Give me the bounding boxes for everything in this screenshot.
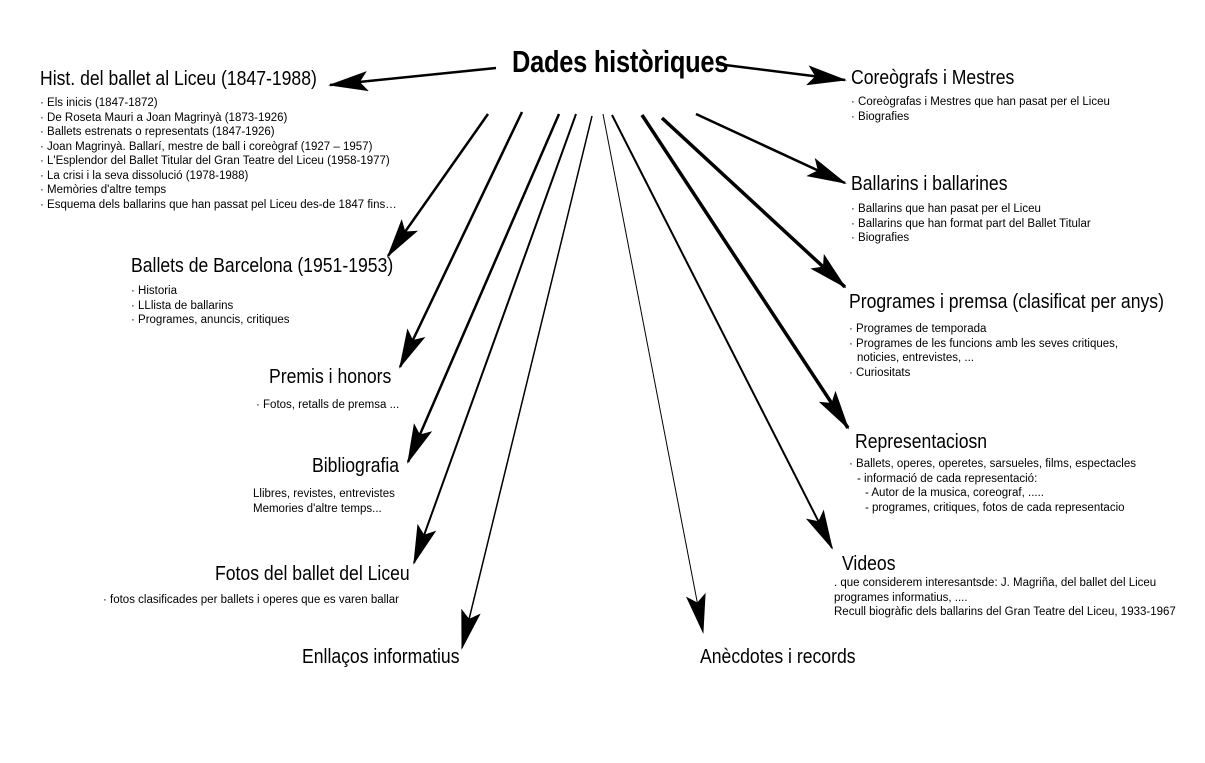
hist-title[interactable]: Hist. del ballet al Liceu (1847-1988) <box>40 68 317 90</box>
bibliografia-items <box>253 487 411 516</box>
ballarins-item[interactable]: · Ballarins que han pasat per el Liceu <box>851 203 1041 215</box>
node-videos <box>834 553 1176 620</box>
programes-title[interactable]: Programes i premsa (clasificat per anys) <box>849 291 1164 313</box>
videos-items <box>834 576 1176 620</box>
fotos-item[interactable]: · fotos clasificades per ballets i operes que es varen ballar <box>103 594 399 606</box>
node-hist <box>40 68 397 212</box>
videos-item[interactable]: programes informatius, .... <box>834 591 968 604</box>
node-representacions <box>849 431 1136 515</box>
videos-item[interactable]: Recull biogràfic dels ballarins del Gran Teatre del Liceu, 1933-1967 <box>834 606 1176 618</box>
node-fotos <box>103 563 436 608</box>
node-coreografs <box>851 67 1110 124</box>
enllacos-title[interactable]: Enllaços informatius <box>302 646 460 668</box>
programes-item[interactable]: · Curiositats <box>849 366 911 379</box>
node-ballets-bcn <box>131 255 429 328</box>
ballets-bcn-item[interactable]: · LLlista de ballarins <box>131 299 234 312</box>
hist-item[interactable]: · L'Esplendor del Ballet Titular del Gran Teatre del Liceu (1958-1977) <box>40 155 390 167</box>
node-premis <box>256 366 408 413</box>
premis-title[interactable]: Premis i honors <box>269 366 392 388</box>
hist-item[interactable]: · Els inicis (1847-1872) <box>40 97 158 109</box>
node-programes <box>849 291 1205 380</box>
bibliografia-item[interactable]: Memories d'altre temps... <box>253 502 382 515</box>
ballarins-title[interactable]: Ballarins i ballarines <box>851 173 1008 195</box>
arrow-to-ballarins <box>696 114 845 183</box>
videos-item[interactable]: . que considerem interesantsde: J. Magriña, del ballet del Liceu <box>834 577 1157 589</box>
coreografs-items <box>851 95 1110 124</box>
hist-item[interactable]: · Memòries d'altre temps <box>40 184 167 196</box>
representacions-item[interactable]: · Ballets, operes, operetes, sarsueles, films, espectacles <box>849 458 1136 470</box>
programes-item[interactable]: noticies, entrevistes, ... <box>857 352 974 364</box>
representacions-item[interactable]: - programes, critiques, fotos de cada representacio <box>865 501 1125 514</box>
videos-title[interactable]: Videos <box>842 553 896 575</box>
hist-item[interactable]: · Esquema dels ballarins que han passat pel Liceu des-de 1847 fins… <box>40 198 397 211</box>
programes-item[interactable]: · Programes de temporada <box>849 323 987 335</box>
representacions-title[interactable]: Representaciosn <box>855 431 988 453</box>
ballets-bcn-item[interactable]: · Historia <box>131 285 178 297</box>
central-title: Dades històriques <box>512 44 729 79</box>
arrow-to-fotos <box>414 114 576 563</box>
bibliografia-title[interactable]: Bibliografia <box>312 455 400 477</box>
arrow-to-coreografs <box>717 64 845 80</box>
representacions-item[interactable]: - Autor de la musica, coreograf, ..... <box>865 487 1044 499</box>
ballarins-item[interactable]: · Biografies <box>851 232 910 244</box>
arrow-to-bibliografia <box>408 114 559 462</box>
ballets-bcn-items <box>131 284 429 328</box>
ballarins-items <box>851 202 1091 246</box>
ballarins-item[interactable]: · Ballarins que han format part del Ballet Titular <box>851 217 1091 230</box>
coreografs-item[interactable]: · Biografies <box>851 110 910 123</box>
premis-item[interactable]: · Fotos, retalls de premsa ... <box>256 399 400 411</box>
premis-items <box>256 398 408 413</box>
hist-item[interactable]: · De Roseta Mauri a Joan Magrinyà (1873-1926) <box>40 111 288 124</box>
node-bibliografia <box>253 455 411 516</box>
coreografs-item[interactable]: · Coreògrafas i Mestres que han pasat per el Liceu <box>851 96 1110 108</box>
node-ballarins <box>851 173 1091 246</box>
programes-items <box>849 322 1205 380</box>
hist-item[interactable]: · Joan Magrinyà. Ballarí, mestre de ball i coreògraf (1927 – 1957) <box>40 140 373 153</box>
arrow-to-anecdotes <box>603 114 703 632</box>
arrow-to-representacions <box>642 115 848 428</box>
arrow-to-programes <box>662 118 845 287</box>
arrow-to-ballets-bcn <box>388 114 488 256</box>
bibliografia-item[interactable]: Llibres, revistes, entrevistes <box>253 488 395 500</box>
hist-item[interactable]: · La crisi i la seva dissolució (1978-1988) <box>40 169 249 182</box>
anecdotes-title[interactable]: Anècdotes i records <box>700 646 856 668</box>
ballets-bcn-title[interactable]: Ballets de Barcelona (1951-1953) <box>131 255 394 277</box>
representacions-items <box>849 457 1136 515</box>
coreografs-title[interactable]: Coreògrafs i Mestres <box>851 67 1015 89</box>
node-enllacos <box>302 646 481 669</box>
representacions-item[interactable]: - informació de cada representació: <box>857 472 1038 485</box>
fotos-title[interactable]: Fotos del ballet del Liceu <box>215 563 410 585</box>
programes-item[interactable]: · Programes de les funcions amb les seves critiques, <box>849 337 1119 350</box>
hist-item[interactable]: · Ballets estrenats o representats (1847-1926) <box>40 126 275 138</box>
ballets-bcn-item[interactable]: · Programes, anuncis, critiques <box>131 314 290 326</box>
node-anecdotes <box>700 646 877 669</box>
hist-items <box>40 96 397 212</box>
fotos-items <box>103 593 436 608</box>
